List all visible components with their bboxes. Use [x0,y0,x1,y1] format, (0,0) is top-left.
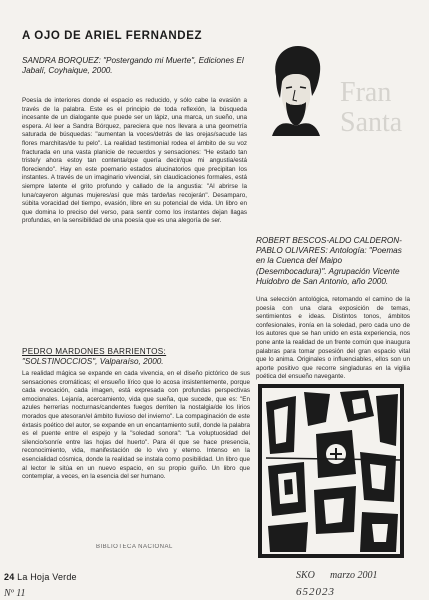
artist-signature: SKO [296,570,315,581]
review-pedro-mardones-body [22,370,250,482]
publication-name: La Hoja Verde [17,572,77,582]
page-title: A OJO DE ARIEL FERNANDEZ [22,30,203,42]
page-footer [4,572,77,582]
review-body-text: Una selección antológica, retomando el camino de la poesía con una clara exposición de temas, sentimientos e ideas. Distintos tonos, ámbitos confesionales, ironía en la soledad, pero cada uno de los autores que se han unido en esta experiencia, nos pone ante la realidad de un frente común que inaugura palabras para tomar posesión del gran espacio vital que lo anima. Originales o influenciables, ellos son un aporte positivo que recorre singladuras en la vigilia poética del ensueño navegante. [256,296,410,381]
author-portrait-image [262,38,330,136]
review-body-text: Poesía de interiores donde el espacio es reducido, y sólo cabe la evasión a través de la palabra. Este es el principio de toda reflexión, la búsqueda incesante de un dialogante que puede ser un lápiz, una marca, un sueño, una espera. Al leer a Sandra Bórquez, pareciera que nos llevara a una geometría saturada de búsquedas: "aumentan la voces/detrás de las orejas/sacude las flores marchitas/de tu pelo". La realidad testimonial rodea el ámbito de su voz fracturada en una vasta planicie de recuerdos y sensaciones: "He estado tan triste/y ahora estoy tan contenta/que quería decir/que mi angustia/está floreciendo". Hay en este poemario estados alucinatorios que precipitan los instantes. A través de un imaginario vivencial, sin claudicaciones formales, está siempre latente el grito profundo y callado de la angustia: "Al abrirse la luna/cayeron algunas mujeres/así que más tarde/las recojerán". Desamparo, súbita voracidad del tiempo, evasión, libre en su potencial de vida. Un libro en que domina lo preciso del verso, para sentir como los instantes dejan llagas profundas, en la sensibilidad de una poesía que es una alegoría de ser. [22,97,247,225]
page-number: 24 [4,572,15,582]
review-pedro-mardones-heading [22,347,250,367]
bleed-through-heading: Fran Santa [340,78,403,138]
handwritten-issue-number: Nº 11 [4,588,26,599]
library-stamp: BIBLIOTECA NACIONAL [96,544,173,550]
handwritten-catalog-number: 652023 [296,586,335,598]
review-sandra-borquez-body [22,97,247,226]
review-antologia-body [256,296,410,382]
review-body-text: La realidad mágica se expande en cada vivencia, en el diseño pictórico de sus sensaciones cromáticas; el ensueño lírico que lo acosa insistentemente, porque cada evocación, cada imagen, está expresada con profundas perspectivas emocionales. Lejanía, acercamiento, vida que sueña, que sucede, que es: "En azules herrerías nocturnas/candentes fuegos derriten la nostalgia/de los lirios morados que atesoran/el ámbito lluvioso del invierno". La compaginación de este éxtasis poético del autor, se expande en un encantamiento sutil, donde la palabra es el puente entre el espejo y la "soledad sonora": "La voluptuosidad del silencio/sonríe entre las hojas del huerto". Para él que se hace presencia, reconocimiento, vida, manifestación de lo vivo y eterno. Intenso en la esencialidad cósmica, donde la realidad se instala como posibilidad. Un libro que al lector le sitúa en un nuevo espacio, en su propio guiño. Un libro que contemplar, a veces, en la esencia del ser humano. [22,370,250,481]
handwritten-date: marzo 2001 [330,570,378,581]
review-book-title: "SOLSTINOCCIOS", Valparaíso, 2000. [22,357,164,367]
review-antologia-heading: ROBERT BESCOS-ALDO CALDERON-PABLO OLIVARES: Antología: "Poemas en la Cuenca del Maipo (Desembocadura)". Agrupación Vicente Huidobro de San Antonio, año 2000. [256,236,402,286]
review-author-name: PEDRO MARDONES BARRIENTOS: [22,347,167,356]
review-sandra-borquez-heading: SANDRA BORQUEZ: "Postergando mi Muerte", Ediciones El Jabalí, Coyhaique, 2000. [22,56,244,76]
linocut-artwork-image [256,382,406,562]
